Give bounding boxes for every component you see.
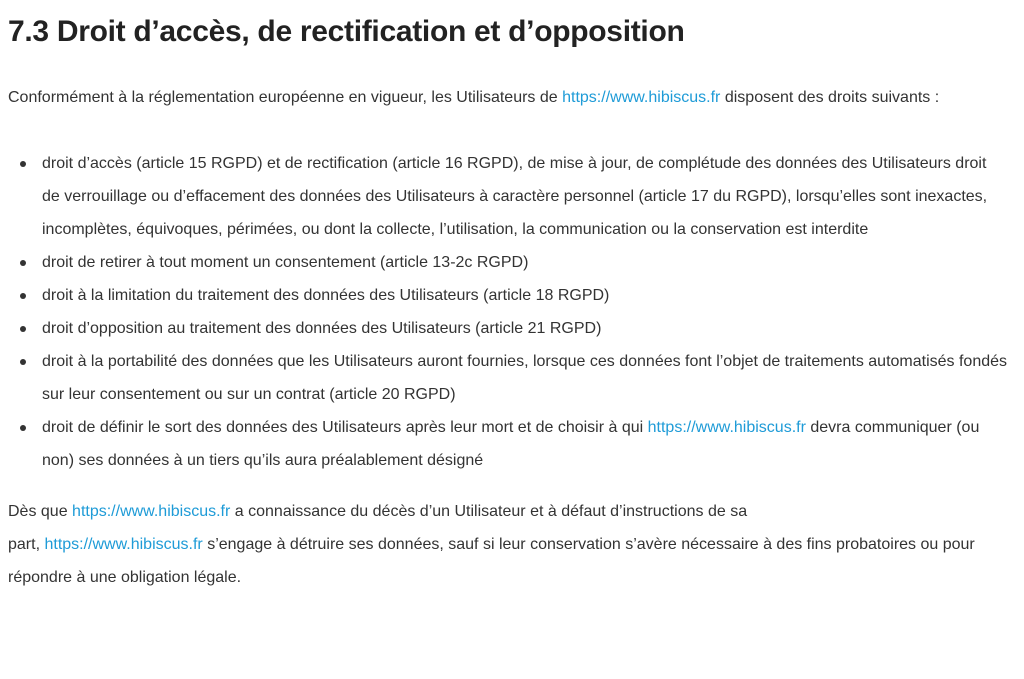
closing-paragraph (8, 495, 1008, 594)
hibiscus-link[interactable]: https://www.hibiscus.fr (647, 419, 806, 436)
list-item: droit à la portabilité des données que les Utilisateurs auront fournies, lorsque ces données font l’objet de traitements automatisés fondés sur leur consentement ou sur un contrat (article 20 RGPD) (42, 345, 1008, 411)
list-item: droit de retirer à tout moment un consentement (article 13-2c RGPD) (42, 246, 1008, 279)
last-right-text-before: droit de définir le sort des données des Utilisateurs après leur mort et de choisir à qui (42, 419, 648, 436)
closing-text-3: part, (8, 536, 45, 553)
list-item (42, 411, 1008, 477)
last-right-text-after: devra communiquer (ou non) ses données à un tiers qu’ils aura préalablement désigné (42, 419, 980, 469)
intro-paragraph (8, 81, 1008, 114)
intro-text-after: disposent des droits suivants : (720, 89, 940, 106)
rights-list (8, 147, 1008, 477)
hibiscus-link[interactable]: https://www.hibiscus.fr (562, 89, 721, 106)
list-item: droit à la limitation du traitement des données des Utilisateurs (article 18 RGPD) (42, 279, 1008, 312)
closing-text-1: Dès que (8, 503, 73, 520)
intro-text-before: Conformément à la réglementation européenne en vigueur, les Utilisateurs de (8, 89, 563, 106)
closing-text-4: s’engage à détruire ses données, sauf si leur conservation s’avère nécessaire à des fins probatoires ou pour répondre à une obligation légale. (8, 536, 975, 586)
hibiscus-link[interactable]: https://www.hibiscus.fr (72, 503, 231, 520)
section-title: 7.3 Droit d’accès, de rectification et d’opposition (8, 15, 685, 48)
legal-section (8, 0, 1008, 594)
hibiscus-link[interactable]: https://www.hibiscus.fr (44, 536, 203, 553)
list-item: droit d’accès (article 15 RGPD) et de rectification (article 16 RGPD), de mise à jour, de complétude des données des Utilisateurs droit de verrouillage ou d’effacement des données des Utilisateurs à caractère personnel (article 17 du RGPD), lorsqu’elles sont inexactes, incomplètes, équivoques, périmées, ou dont la collecte, l’utilisation, la communication ou la conservation est interdite (42, 147, 1008, 246)
closing-text-2: a connaissance du décès d’un Utilisateur et à défaut d’instructions de sa (230, 503, 748, 520)
list-item: droit d’opposition au traitement des données des Utilisateurs (article 21 RGPD) (42, 312, 1008, 345)
